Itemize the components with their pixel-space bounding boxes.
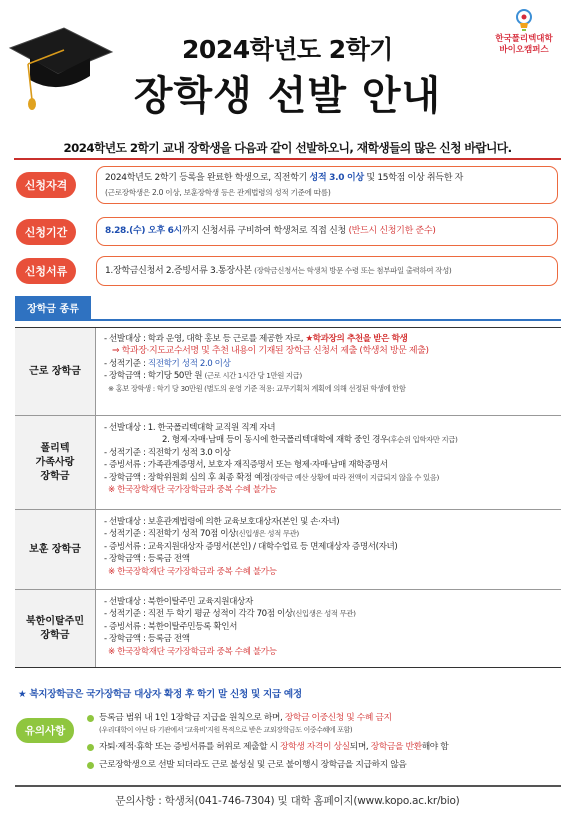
scholarship-table — [15, 327, 561, 668]
list-item — [87, 741, 563, 754]
family-amount-note: (장학금 예산 상황에 따라 전액이 지급되지 않을 수 있음) — [270, 472, 439, 482]
eligibility-text-a: 2024학년도 2학기 등록을 완료한 학생으로, 직전학기 — [105, 173, 310, 183]
veterans-grade-note: (신입생은 성적 무관) — [236, 529, 299, 539]
eligibility-text — [105, 171, 549, 186]
notice-3-text: 근로장학생으로 선발 되더라도 근로 불성실 및 근로 불이행시 장학금을 지급하지 않음 — [99, 760, 407, 770]
documents-row — [16, 256, 558, 286]
logo-text-line1: 한국폴리텍대학 — [495, 34, 553, 44]
table-row-work — [15, 328, 561, 416]
title-semester: 2024학년도 2학기 — [182, 35, 393, 64]
documents-note: (장학금신청서는 학생처 방문 수령 또는 첨부파일 출력하여 작성) — [254, 266, 452, 275]
work-target-highlight: ★학과장의 추천을 받은 학생 — [305, 334, 408, 344]
period-text: 까지 신청서류 구비하여 학생처로 직접 신청 — [181, 226, 349, 236]
eligibility-label: 신청자격 — [16, 172, 76, 198]
period-deadline: 8.28.(수) 오후 6시 — [105, 226, 182, 236]
period-note: (반드시 신청기한 준수) — [348, 226, 436, 236]
divider — [14, 158, 561, 160]
family-grade: - 성적기준 : 직전학기 성적 3.0 이상 — [104, 447, 231, 458]
intro-text: 2024학년도 2학기 교내 장학생을 다음과 같이 선발하오니, 재학생들의 많은 신청 바랍니다. — [63, 141, 512, 155]
lightbulb-logo-icon — [513, 8, 535, 32]
scholarship-name: 보훈 장학금 — [15, 510, 96, 589]
work-amount: - 장학금액 : 학기당 50만 원 — [104, 371, 205, 382]
notice-1-highlight: 장학금 이중신청 및 수혜 금지 — [284, 713, 392, 723]
scholarship-details — [96, 590, 561, 667]
scholarship-name: 근로 장학금 — [15, 328, 96, 415]
period-box — [96, 217, 558, 246]
bullet-icon — [87, 715, 94, 722]
welfare-scholarship-note: ★ 복지장학금은 국가장학금 대상자 확정 후 학기 말 신청 및 지급 예정 — [18, 689, 302, 700]
scholarship-details — [96, 510, 561, 589]
family-warning: ※ 한국장학재단 국가장학금과 중복 수혜 불가능 — [108, 485, 277, 496]
scholarship-name: 북한이탈주민 장학금 — [15, 590, 96, 667]
bullet-icon — [87, 744, 94, 751]
notice-label: 유의사항 — [16, 718, 74, 743]
eligibility-row — [16, 166, 558, 204]
scholarship-name: 폴리텍 가족사랑 장학금 — [15, 416, 96, 509]
work-amount-note: (근로 시간 1시간 당 1만원 지급) — [204, 371, 302, 381]
eligibility-subtext: (근로장학생은 2.0 이상, 보훈장학생 등은 관계법령의 성적 기준에 따름) — [105, 188, 331, 197]
veterans-amount: - 장학금액 : 등록금 전액 — [104, 554, 190, 565]
eligibility-text-c: 및 15학점 이상 취득한 자 — [363, 173, 464, 183]
notice-2-text-3: 해야 함 — [421, 742, 449, 752]
work-grade-value: 직전학기 성적 2.0 이상 — [147, 358, 231, 369]
family-target: - 선발대상 : 1. 한국폴리텍대학 교직원 직계 자녀 — [104, 423, 276, 433]
defector-amount: - 장학금액 : 등록금 전액 — [104, 634, 190, 645]
table-row-family — [15, 416, 561, 510]
family-target-2-note: (후순위 입학자만 지급) — [387, 435, 458, 445]
eligibility-box — [96, 166, 558, 204]
work-grade-label: - 성적기준 : — [104, 358, 148, 369]
family-amount: - 장학금액 : 장학위원회 심의 후 최종 확정 예정 — [104, 472, 271, 483]
work-promo-note: ※ 홍보 장학생 : 학기 당 30만원 (별도의 운영 기준 적용: 교무기획처 계획에 의해 선정된 학생에 한함 — [108, 383, 406, 393]
documents-label: 신청서류 — [16, 258, 76, 284]
notice-2-highlight-2: 장학금을 반환 — [370, 742, 422, 752]
documents-box — [96, 256, 558, 286]
veterans-documents: - 증빙서류 : 교육지원대상자 증명서(본인) / 대학수업료 등 면제대상자 증명서(자녀) — [104, 541, 398, 552]
family-target-2: 2. 형제·자매·남매 등이 동시에 한국폴리텍대학에 재학 중인 경우 — [162, 435, 388, 446]
defector-warning: ※ 한국장학재단 국가장학금과 중복 수혜 불가능 — [108, 646, 277, 657]
contact-info: 문의사항 : 학생처(041-746-7304) 및 대학 홈페이지(www.kopo.ac.kr/bio) — [115, 795, 460, 807]
eligibility-grade: 성적 3.0 이상 — [309, 173, 364, 183]
notice-2-text-2: 되며, — [349, 742, 371, 752]
list-item — [87, 759, 563, 772]
table-row-veterans — [15, 510, 561, 590]
table-row-defector — [15, 590, 561, 668]
notice-2-highlight-1: 장학생 자격이 상실 — [280, 742, 350, 752]
veterans-warning: ※ 한국장학재단 국가장학금과 중복 수혜 불가능 — [108, 566, 277, 577]
scholarship-types-heading: 장학금 종류 — [15, 296, 91, 319]
scholarship-details — [96, 328, 561, 415]
period-row — [16, 217, 558, 246]
page-title: 장학생 선발 안내 — [133, 73, 442, 119]
notice-1-subtext: (우리대학이 아닌 타 기관에서 '교육비'지원 목적으로 받은 교외장학금도 이중수혜에 포함) — [99, 726, 353, 734]
defector-grade-note: (신입생은 성적 무관) — [292, 609, 356, 619]
defector-grade: - 성적기준 : 직전 두 학기 평균 성적이 각각 70점 이상 — [104, 609, 293, 620]
documents-text: 1.장학금신청서 2.증빙서류 3.통장사본 — [105, 266, 255, 276]
heading-underline — [15, 319, 561, 321]
work-submission-note: ⇒ 학과장·지도교수서명 및 추천 내용이 기재된 장학금 신청서 제출 (학생처 방문 제출) — [112, 346, 429, 357]
bullet-icon — [87, 762, 94, 769]
work-target: - 선발대상 : 학과 운영, 대학 홍보 등 근로를 제공한 자로, — [104, 334, 306, 344]
notice-2-text: 자퇴·제적·휴학 또는 증빙서류를 허위로 제출할 시 — [99, 742, 281, 752]
veterans-grade: - 성적기준 : 직전학기 성적 70점 이상 — [104, 529, 237, 540]
list-item — [87, 712, 563, 736]
defector-documents: - 증빙서류 : 북한이탈주민등록 확인서 — [104, 621, 238, 632]
family-documents: - 증빙서류 : 가족관계증명서, 보호자 재직증명서 또는 형제·자매·남매 재학증명서 — [104, 460, 388, 471]
defector-target: - 선발대상 : 북한이탈주민 교육지원대상자 — [104, 597, 253, 607]
notice-list — [87, 712, 563, 777]
veterans-target: - 선발대상 : 보훈관계법령에 의한 교육보호대상자(본인 및 손·자녀) — [104, 517, 340, 527]
scholarship-details — [96, 416, 561, 509]
footer-divider — [15, 785, 561, 787]
notice-1-text: 등록금 범위 내 1인 1장학금 지급을 원칙으로 하며, — [99, 713, 285, 723]
period-label: 신청기간 — [16, 219, 76, 245]
logo-text-line2: 바이오캠퍼스 — [499, 45, 549, 55]
